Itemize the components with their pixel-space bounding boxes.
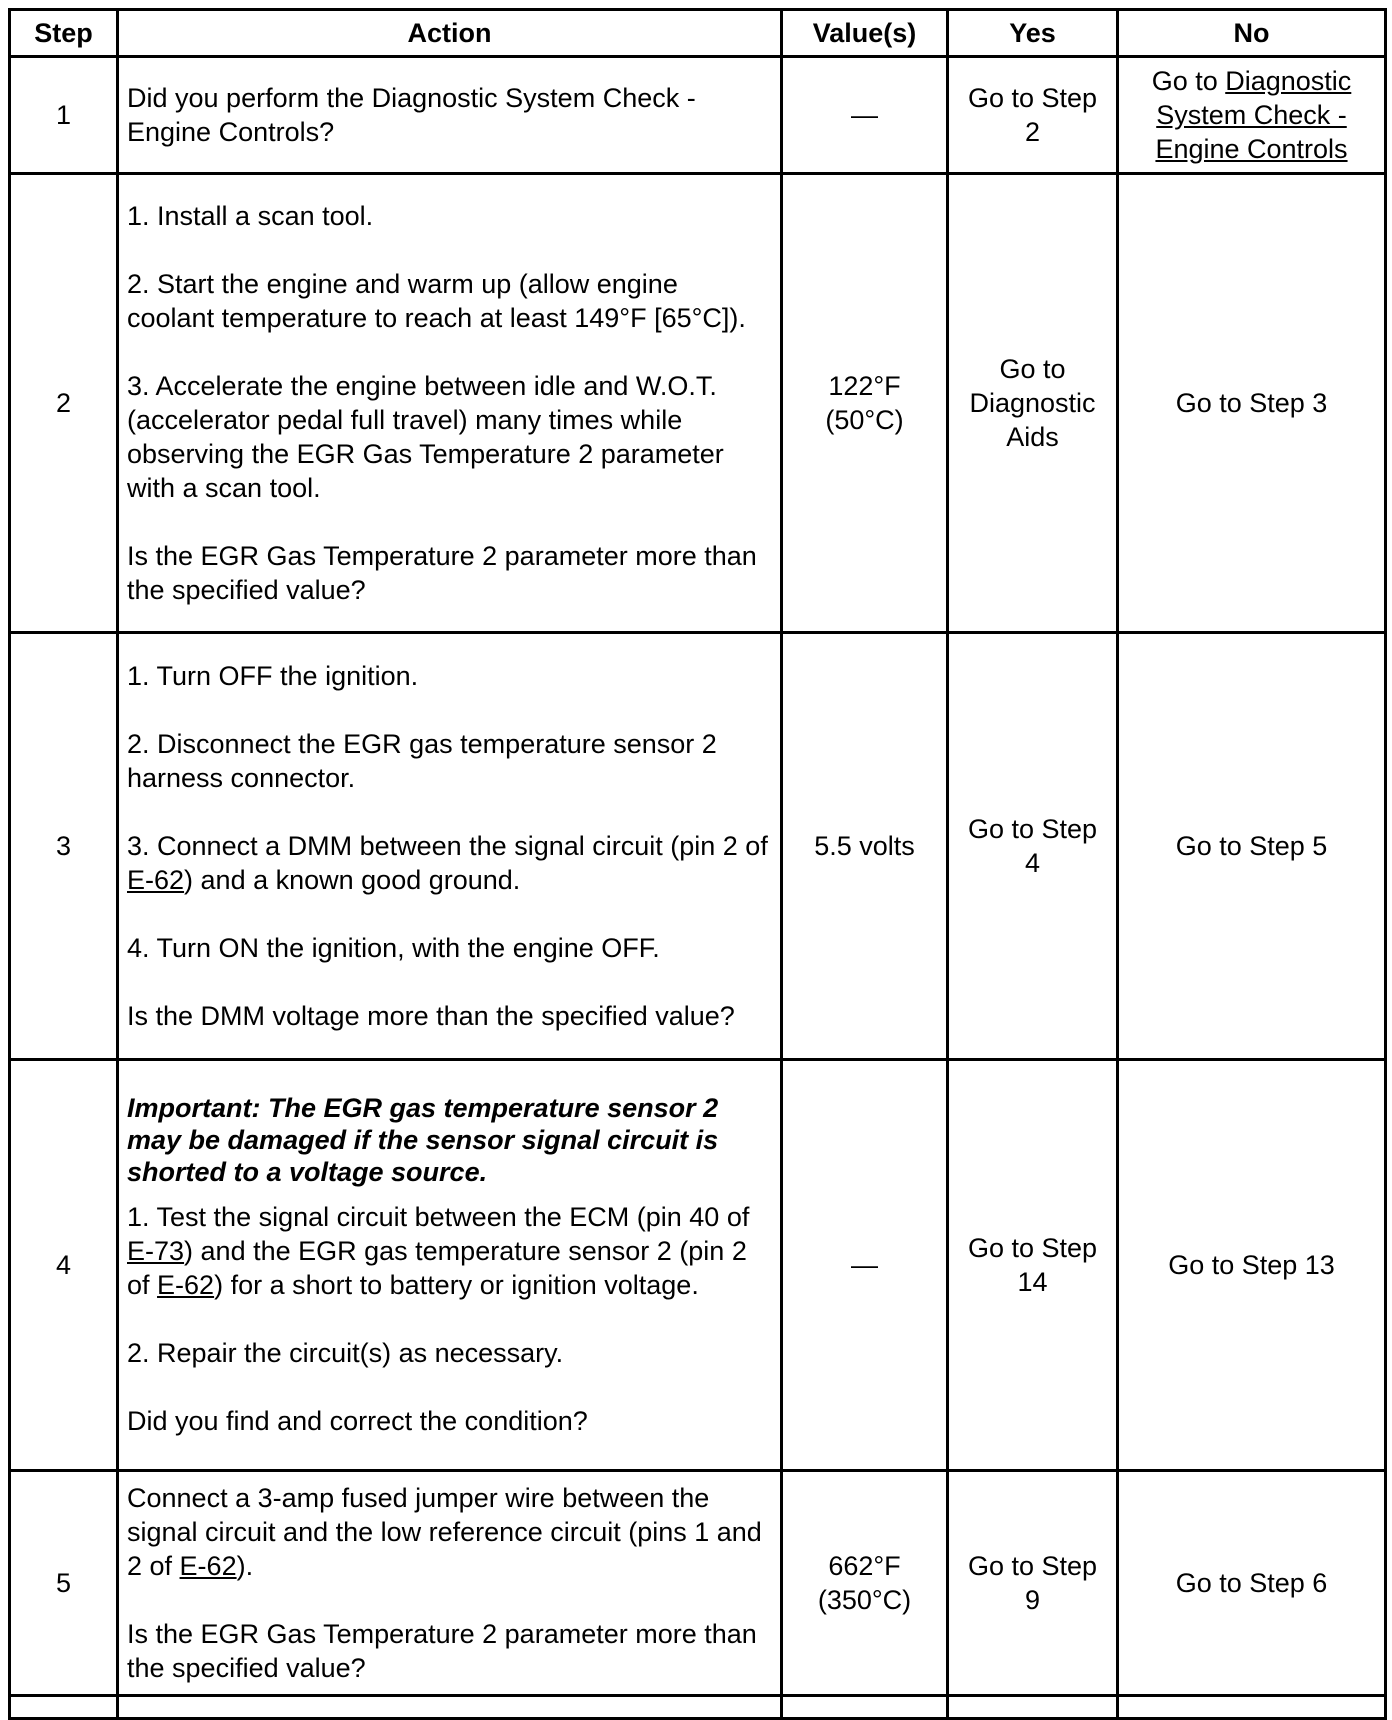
action-cell — [118, 57, 782, 174]
table-row — [10, 633, 1386, 1060]
no-prefix: Go to — [1151, 66, 1226, 96]
value-cell: — — [782, 57, 948, 174]
action-text: 1. Turn OFF the ignition. — [127, 661, 419, 691]
diagnostic-system-check-link[interactable]: Diagnostic System Check - Engine Controls — [1155, 66, 1352, 164]
action-text-part: 3. Connect a DMM between the signal circuit (pin 2 of — [127, 831, 768, 861]
action-cell — [118, 1471, 782, 1696]
action-cell — [118, 633, 782, 1060]
action-question: Is the EGR Gas Temperature 2 parameter more than the specified value? — [127, 541, 757, 605]
action-text: 1. Install a scan tool. — [127, 201, 374, 231]
action-question: Is the EGR Gas Temperature 2 parameter more than the specified value? — [127, 1619, 757, 1683]
empty-cell — [1118, 1696, 1386, 1719]
empty-cell — [118, 1696, 782, 1719]
value-cell: 662°F (350°C) — [782, 1471, 948, 1696]
action-cell — [118, 1060, 782, 1471]
step-number: 4 — [10, 1060, 118, 1471]
action-text: 2. Disconnect the EGR gas temperature sensor 2 harness connector. — [127, 729, 717, 793]
connector-e62-link[interactable]: E-62 — [157, 1270, 215, 1300]
action-text-part: ) for a short to battery or ignition voltage. — [214, 1270, 699, 1300]
table-row-partial — [10, 1696, 1386, 1719]
action-text-part: ) and a known good ground. — [184, 865, 521, 895]
empty-cell — [782, 1696, 948, 1719]
action-text: 4. Turn ON the ignition, with the engine OFF. — [127, 933, 660, 963]
header-row — [10, 10, 1386, 57]
action-text-part: Connect a 3-amp fused jumper wire between the signal circuit and the low reference circuit (pins 1 and 2 of — [127, 1483, 762, 1581]
action-text — [127, 829, 772, 897]
action-question: Did you find and correct the condition? — [127, 1406, 588, 1436]
step-number: 3 — [10, 633, 118, 1060]
no-cell: Go to Step 13 — [1118, 1060, 1386, 1471]
yes-cell: Go to Diagnostic Aids — [948, 174, 1118, 633]
connector-e62-link[interactable]: E-62 — [179, 1551, 237, 1581]
action-text: Did you perform the Diagnostic System Check - Engine Controls? — [127, 83, 696, 147]
yes-cell: Go to Step 2 — [948, 57, 1118, 174]
action-text: 2. Repair the circuit(s) as necessary. — [127, 1338, 564, 1368]
step-number: 2 — [10, 174, 118, 633]
connector-e62-link[interactable]: E-62 — [127, 865, 185, 895]
yes-cell: Go to Step 9 — [948, 1471, 1118, 1696]
header-yes: Yes — [948, 10, 1118, 57]
diagnostic-table — [8, 8, 1387, 1720]
table-row — [10, 174, 1386, 633]
action-text-part: ). — [236, 1551, 254, 1581]
action-text: 2. Start the engine and warm up (allow engine coolant temperature to reach at least 149°F [65°C]). — [127, 269, 746, 333]
table-row — [10, 1060, 1386, 1471]
step-number: 5 — [10, 1471, 118, 1696]
action-text — [127, 1200, 772, 1302]
action-text-part: 1. Test the signal circuit between the ECM (pin 40 of — [127, 1202, 750, 1232]
header-step: Step — [10, 10, 118, 57]
header-action: Action — [118, 10, 782, 57]
table-row — [10, 1471, 1386, 1696]
empty-cell — [948, 1696, 1118, 1719]
table-row — [10, 57, 1386, 174]
important-note: Important: The EGR gas temperature sensor 2 may be damaged if the sensor signal circuit is shorted to a voltage source. — [127, 1093, 719, 1187]
value-cell: — — [782, 1060, 948, 1471]
yes-cell: Go to Step 14 — [948, 1060, 1118, 1471]
step-number: 1 — [10, 57, 118, 174]
no-cell: Go to Step 3 — [1118, 174, 1386, 633]
value-cell: 5.5 volts — [782, 633, 948, 1060]
action-text — [127, 1481, 772, 1583]
no-cell — [1118, 57, 1386, 174]
header-no: No — [1118, 10, 1386, 57]
empty-cell — [10, 1696, 118, 1719]
action-text-part: ) and the EGR gas temperature sensor 2 (pin 2 of — [127, 1236, 747, 1300]
value-cell: 122°F (50°C) — [782, 174, 948, 633]
connector-e73-link[interactable]: E-73 — [127, 1236, 185, 1266]
no-cell: Go to Step 5 — [1118, 633, 1386, 1060]
header-values: Value(s) — [782, 10, 948, 57]
no-cell: Go to Step 6 — [1118, 1471, 1386, 1696]
yes-cell: Go to Step 4 — [948, 633, 1118, 1060]
action-cell — [118, 174, 782, 633]
action-text: 3. Accelerate the engine between idle and W.O.T. (accelerator pedal full travel) many times while observing the EGR Gas Temperature 2 parameter with a scan tool. — [127, 371, 724, 503]
action-question: Is the DMM voltage more than the specified value? — [127, 1001, 735, 1031]
